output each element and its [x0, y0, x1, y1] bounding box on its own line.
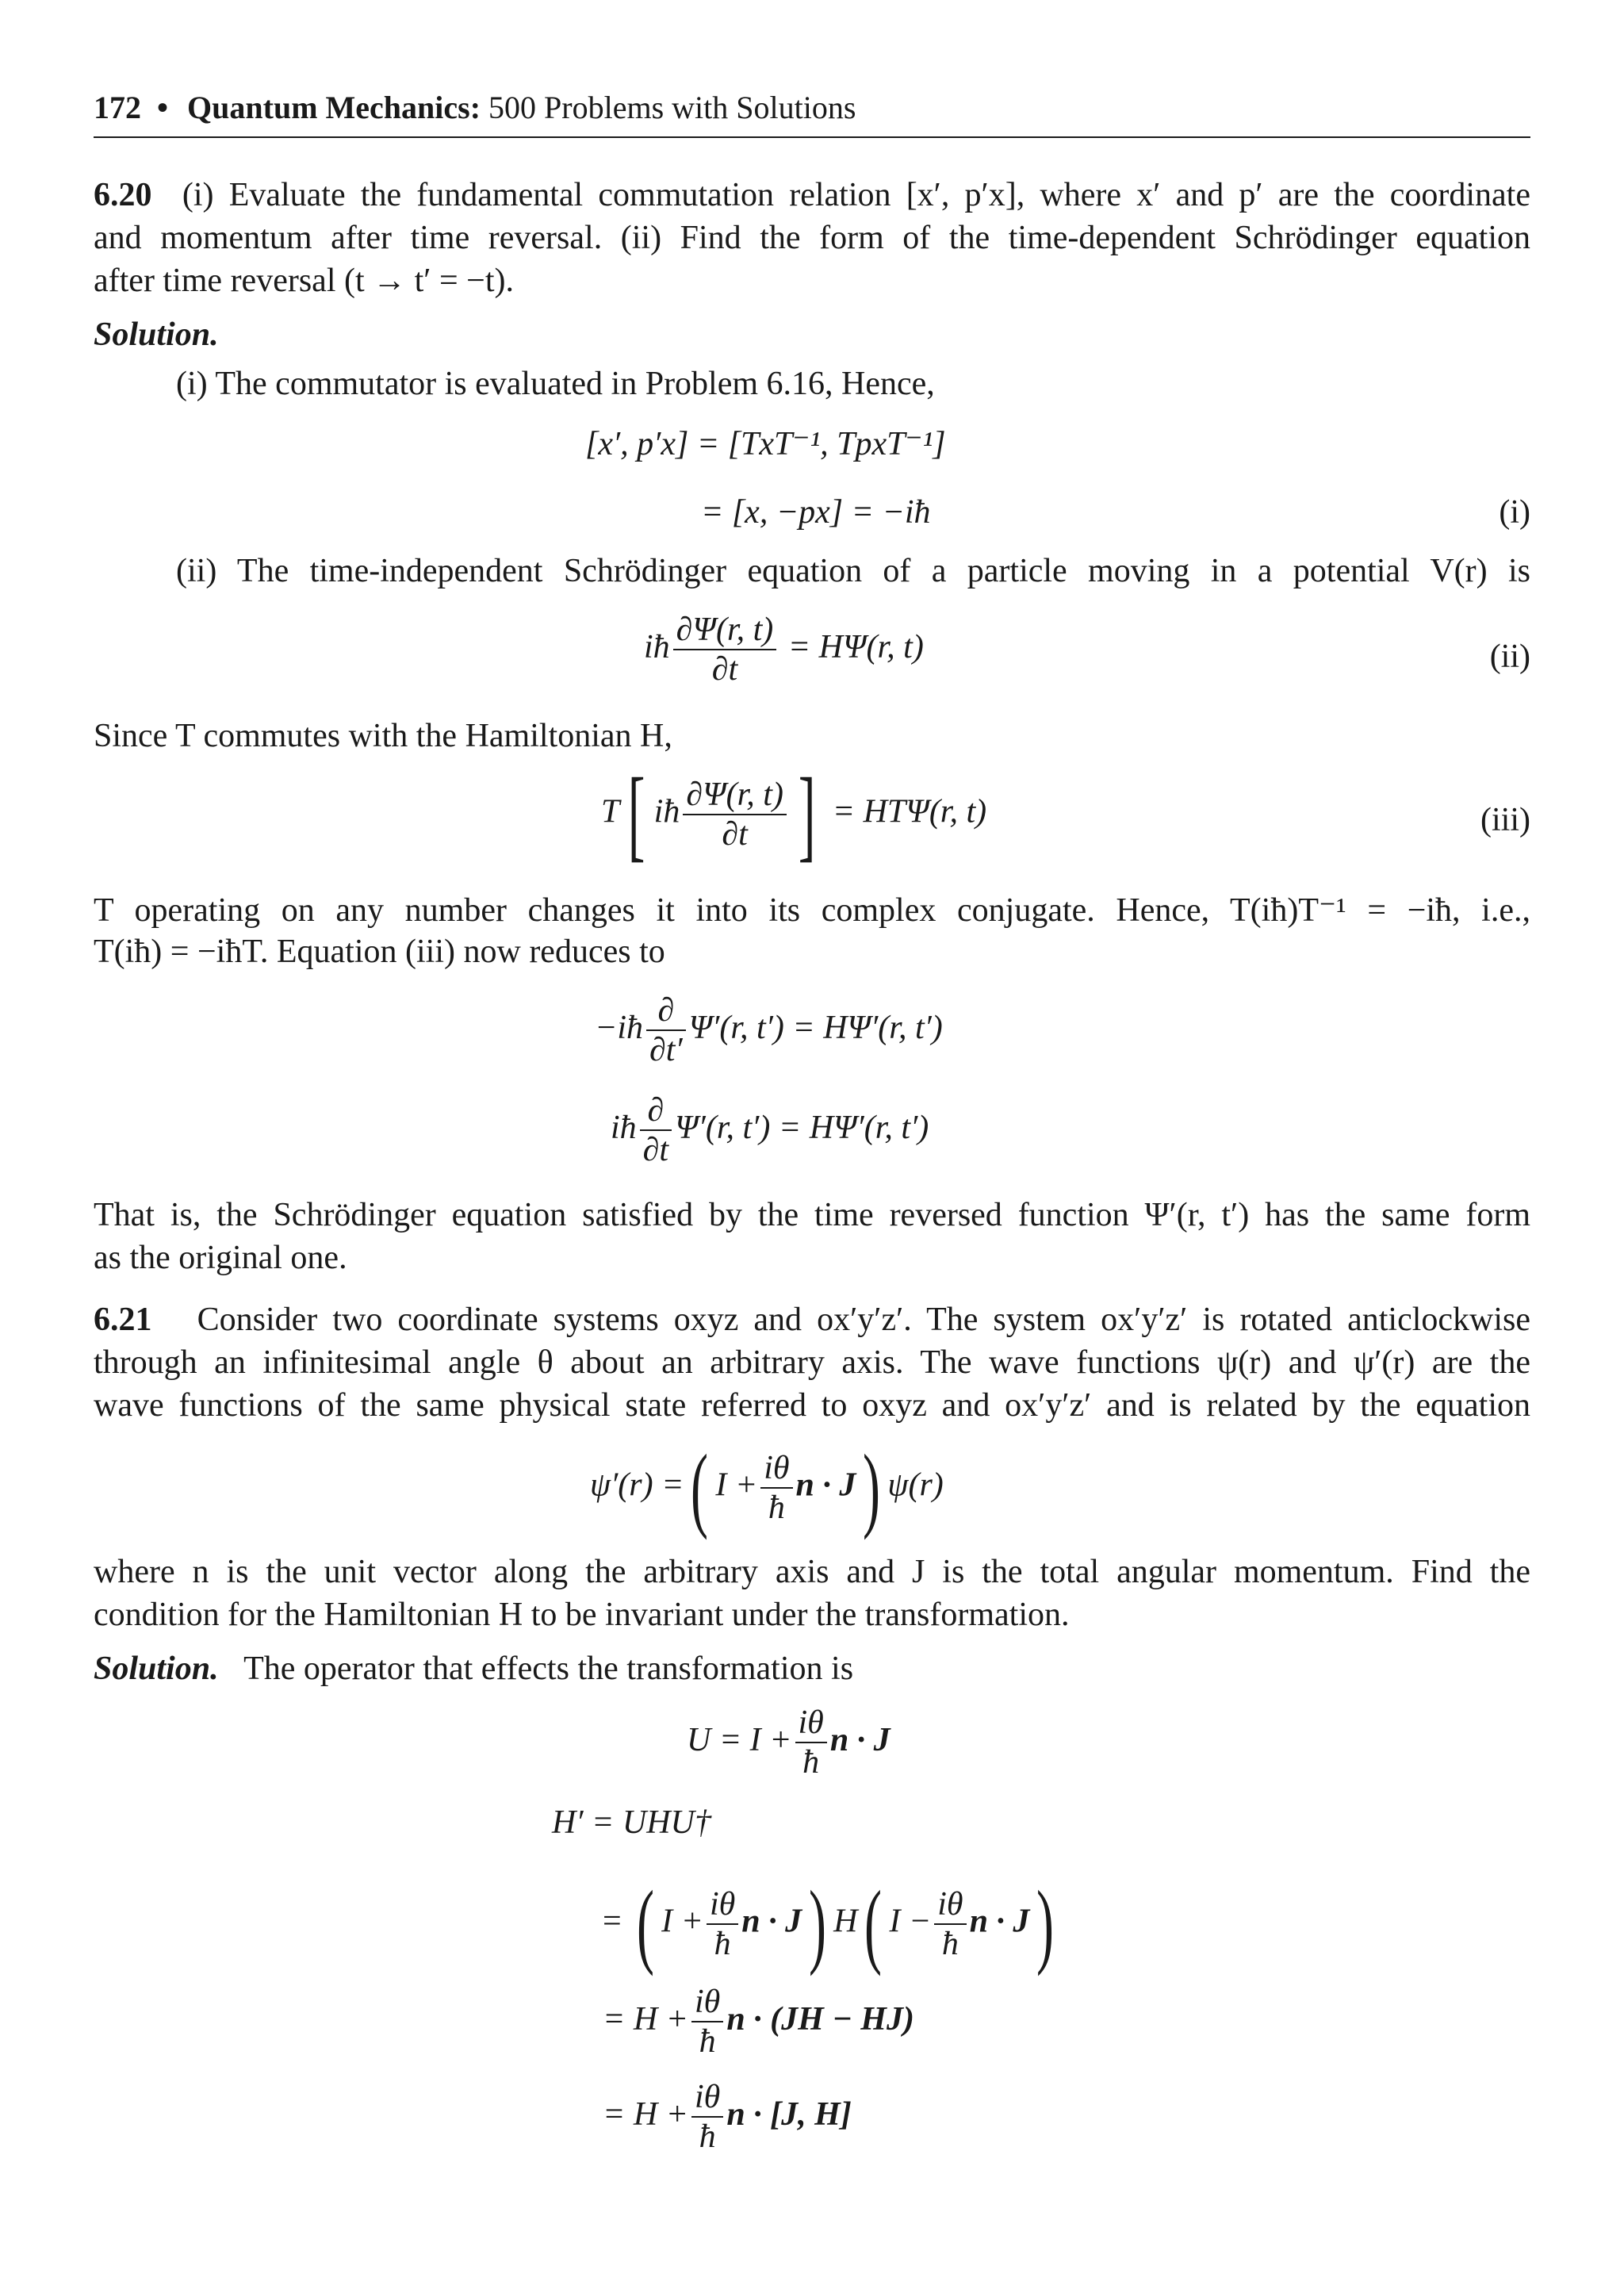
right-paren: ): [863, 1435, 881, 1540]
equation-operator-u: [687, 1704, 891, 1782]
right-paren: ): [809, 1871, 827, 1976]
equation-term: ψ′(r) =: [590, 1466, 684, 1504]
fraction-numerator: ∂: [640, 1091, 672, 1131]
fraction-numerator: iθ: [934, 1885, 966, 1925]
equation-term: iħ: [653, 793, 680, 830]
equation-reversed: [611, 1091, 929, 1170]
fraction-denominator: ħ: [699, 2118, 716, 2156]
equation-term: n · J: [969, 1903, 1030, 1940]
equation-term: n · [J, H]: [726, 2095, 852, 2133]
problem-text: (i) Evaluate the fundamental commutation relation [x′, p′x], where x′ and p′ are the coordinate: [182, 177, 1530, 213]
equation-rotation: [590, 1435, 944, 1540]
fraction: [646, 991, 686, 1070]
problem-6-21-line-2: through an infinitesimal angle θ about an arbitrary axis. The wave functions ψ(r) and ψ′(r) are the: [94, 1344, 1530, 1381]
fraction: [683, 776, 787, 854]
book-subtitle: 500 Problems with Solutions: [488, 90, 856, 125]
solution-text: The operator that effects the transformation is: [243, 1650, 854, 1687]
equation-term: I −: [889, 1903, 932, 1940]
equation-term: = H +: [603, 2000, 689, 2038]
fraction-denominator: ħ: [768, 1489, 785, 1526]
fraction: [760, 1449, 792, 1528]
equation-hamiltonian-final: [603, 2078, 852, 2157]
equation-term: n · J: [795, 1466, 856, 1504]
fraction-numerator: iθ: [707, 1885, 738, 1925]
fraction-denominator: ∂t: [642, 1132, 669, 1169]
left-paren: (: [691, 1435, 709, 1540]
equation-term: I +: [715, 1466, 758, 1504]
equation-term: I +: [661, 1903, 703, 1940]
equation-hamiltonian-transform: H′ = UHU†: [552, 1804, 711, 1841]
equation-term: U = I +: [687, 1721, 792, 1758]
problem-6-21-line-4: where n is the unit vector along the arbitrary axis and J is the total angular momentum. Find the: [94, 1554, 1530, 1590]
fraction-denominator: ħ: [802, 1744, 820, 1781]
equation-term: n · (JH − HJ): [726, 2000, 914, 2038]
fraction-numerator: iθ: [760, 1449, 792, 1489]
fraction-denominator: ∂t′: [649, 1032, 683, 1069]
equation-term: = HΨ(r, t): [787, 628, 924, 665]
equation-commutator-result: = [x, −px] = −iħ: [701, 494, 931, 531]
problem-6-21-line-1: [94, 1301, 1530, 1339]
body-text: That is, the Schrödinger equation satisfied by the time reversed function Ψ′(r, t′) has the same form: [94, 1197, 1530, 1233]
right-bracket: ]: [798, 757, 816, 872]
fraction-numerator: ∂Ψ(r, t): [683, 776, 787, 815]
body-text: T operating on any number changes it into its complex conjugate. Hence, T(iħ)T⁻¹ = −iħ, i.e.,: [94, 892, 1530, 929]
equation-term: −iħ: [595, 1009, 644, 1046]
header-rule: [94, 136, 1530, 138]
left-paren: (: [864, 1871, 883, 1976]
solution-text: (ii) The time-independent Schrödinger equation of a particle moving in a potential V(r) is: [176, 553, 1530, 589]
body-text: as the original one.: [94, 1240, 347, 1276]
problem-6-20-line-1: [94, 176, 1530, 214]
equation-term: = HTΨ(r, t): [832, 793, 987, 830]
fraction: [640, 1091, 672, 1170]
equation-time-reversal: [601, 757, 987, 872]
fraction-numerator: iθ: [795, 1704, 827, 1743]
equation-commutator: [x′, p′x] = [TxT⁻¹, TpxT⁻¹]: [585, 426, 946, 462]
fraction-denominator: ħ: [699, 2023, 716, 2061]
equation-hamiltonian-commutator: [603, 1983, 914, 2061]
right-paren: ): [1036, 1871, 1055, 1976]
equation-tag: (ii): [1489, 638, 1530, 675]
header-bullet: •: [157, 90, 169, 125]
solution-line: [94, 1650, 853, 1688]
problem-number: 6.21: [94, 1302, 152, 1338]
body-text: Since T commutes with the Hamiltonian H,: [94, 718, 672, 754]
running-header: [94, 89, 856, 126]
problem-6-20-line-3: after time reversal (t → t′ = −t).: [94, 263, 515, 299]
solution-text: (i) The commutator is evaluated in Problem 6.16, Hence,: [176, 366, 935, 402]
fraction-denominator: ħ: [714, 1926, 731, 1962]
equation-tag: (i): [1499, 494, 1530, 531]
left-bracket: [: [628, 757, 645, 872]
equation-hamiltonian-expanded: [603, 1871, 1061, 1976]
equation-tag: (iii): [1480, 802, 1530, 838]
left-paren: (: [637, 1871, 655, 1976]
equation-term: ψ(r): [887, 1466, 944, 1504]
problem-6-21-line-5: condition for the Hamiltonian H to be invariant under the transformation.: [94, 1597, 1070, 1633]
fraction: [707, 1885, 738, 1964]
equation-term: =: [603, 1903, 622, 1940]
solution-label: Solution.: [94, 1650, 219, 1687]
fraction: [691, 1983, 723, 2061]
solution-label: Solution.: [94, 316, 219, 353]
equation-term: iħ: [611, 1109, 637, 1146]
fraction-numerator: iθ: [691, 2078, 723, 2118]
page-number: 172: [94, 90, 141, 125]
fraction-denominator: ħ: [941, 1926, 959, 1962]
fraction-numerator: ∂: [646, 991, 686, 1031]
equation-term: n · J: [829, 1721, 891, 1758]
equation-term: Ψ′(r, t′) = HΨ′(r, t′): [688, 1009, 943, 1046]
equation-reduced: [595, 991, 943, 1070]
fraction-denominator: ∂t: [711, 651, 738, 688]
fraction: [795, 1704, 827, 1782]
equation-term: = H +: [603, 2095, 689, 2133]
fraction-numerator: ∂Ψ(r, t): [673, 611, 777, 650]
equation-term: Ψ′(r, t′) = HΨ′(r, t′): [675, 1109, 929, 1146]
problem-number: 6.20: [94, 177, 152, 213]
problem-6-20-line-2: and momentum after time reversal. (ii) Find the form of the time-dependent Schrödinger equation: [94, 220, 1530, 256]
book-title: Quantum Mechanics:: [187, 90, 481, 125]
equation-term: iħ: [644, 628, 670, 665]
equation-schrodinger: [644, 611, 924, 689]
fraction: [673, 611, 777, 689]
fraction: [691, 2078, 723, 2157]
fraction: [934, 1885, 966, 1964]
equation-term: H: [833, 1903, 858, 1940]
fraction-denominator: ∂t: [722, 816, 748, 853]
equation-term: n · J: [741, 1903, 802, 1940]
problem-text: Consider two coordinate systems oxyz and ox′y′z′. The system ox′y′z′ is rotated anticlockwise: [197, 1302, 1531, 1338]
fraction-numerator: iθ: [691, 1983, 723, 2022]
equation-term: T: [601, 793, 620, 830]
body-text: T(iħ) = −iħT. Equation (iii) now reduces to: [94, 934, 665, 970]
problem-6-21-line-3: wave functions of the same physical state referred to oxyz and ox′y′z′ and is related by the equation: [94, 1387, 1530, 1424]
